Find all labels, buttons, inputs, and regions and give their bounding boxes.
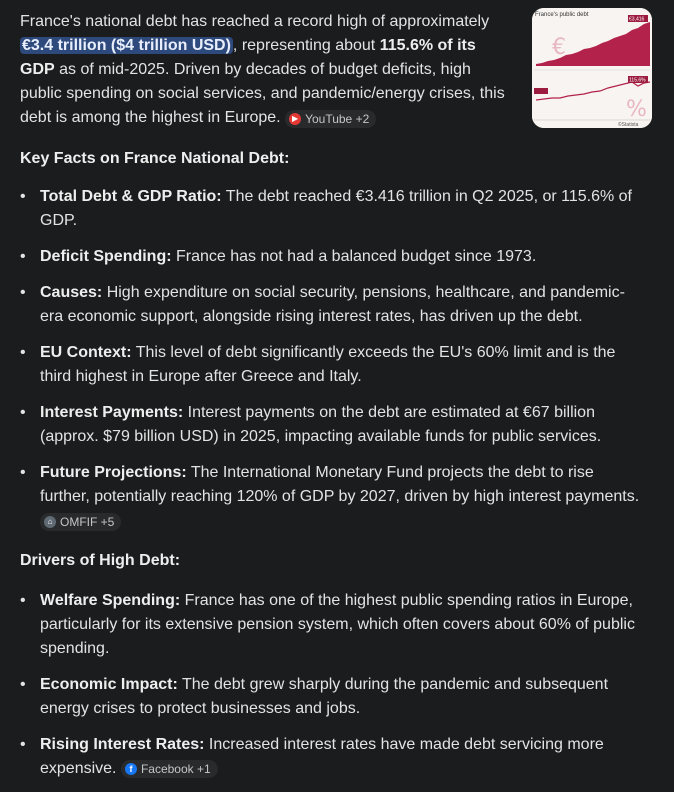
debt-highlight[interactable]: €3.4 trillion ($4 trillion USD): [22, 37, 231, 54]
thumb-title: France's public debt: [535, 12, 589, 18]
intro-text-after: as of mid-2025. Driven by decades of budget deficits, high public spending on social services, and pandemic/energy crises, this debt is among the highest in Europe.: [20, 61, 505, 126]
item-title: Economic Impact:: [40, 676, 178, 693]
list-item: [20, 185, 640, 233]
item-text: The debt grew sharply during the pandemic and subsequent energy crises to protect businesses and jobs.: [40, 676, 609, 717]
list-item: [20, 341, 640, 389]
youtube-source-chip[interactable]: [285, 110, 376, 128]
facebook-source-chip[interactable]: [121, 760, 218, 778]
item-title: Welfare Spending:: [40, 592, 181, 609]
thumb-watermark: ©Statista: [618, 122, 639, 128]
item-text: The International Monetary Fund projects the debt to rise further, potentially reaching 120% of GDP by 2027, driven by high interest payments.: [40, 464, 640, 505]
youtube-chip-label: YouTube +2: [305, 112, 370, 126]
item-title: Rising Interest Rates:: [40, 736, 205, 753]
item-title: Interest Payments:: [40, 404, 184, 421]
item-title: Causes:: [40, 284, 103, 301]
thumb-label-bottom: 115.6%: [629, 77, 646, 84]
key-facts-list: [20, 185, 640, 533]
item-text: France has not had a balanced budget since 1973.: [171, 248, 537, 265]
list-item: [20, 245, 640, 269]
omfif-source-chip[interactable]: [40, 513, 121, 531]
youtube-icon: ▶: [289, 113, 301, 125]
item-text: This level of debt significantly exceeds the EU's 60% limit and is the third highest in Europe after Greece and Italy.: [40, 344, 616, 385]
list-item: [20, 461, 640, 533]
omfif-chip-label: OMFIF +5: [60, 515, 115, 529]
intro-text-mid: , representing about: [232, 37, 380, 54]
gdp-ratio-bold: 115.6% of its GDP: [20, 37, 476, 78]
item-text: Increased interest rates have made debt servicing more expensive.: [40, 736, 604, 777]
euro-watermark-icon: €: [552, 35, 566, 60]
list-item: [20, 401, 640, 449]
list-item: [20, 733, 640, 781]
item-text: The debt reached €3.416 trillion in Q2 2025, or 115.6% of GDP.: [40, 188, 632, 229]
thumb-label-top: €3,416: [629, 16, 645, 23]
item-text: France has one of the highest public spending ratios in Europe, particularly for its extensive pension system, which often covers about 60% of public spending.: [40, 592, 635, 657]
intro-text-before: France's national debt has reached a record high of approximately: [20, 13, 490, 30]
facebook-chip-label: Facebook +1: [140, 762, 211, 776]
item-title: Future Projections:: [40, 464, 187, 481]
item-text: Interest payments on the debt are estimated at €67 billion (approx. $79 billion USD) in 2025, impacting available funds for public services.: [40, 404, 602, 445]
debt-chart-thumbnail[interactable]: [532, 8, 652, 128]
item-title: Total Debt & GDP Ratio:: [40, 188, 222, 205]
item-text: High expenditure on social security, pensions, healthcare, and pandemic-era economic support, alongside rising interest rates, has driven up the debt.: [40, 284, 625, 325]
list-item: [20, 673, 640, 721]
intro-paragraph: [20, 10, 510, 130]
facebook-icon: f: [125, 763, 137, 775]
debt-chart-image: [532, 8, 652, 128]
list-item: [20, 281, 640, 329]
percent-watermark-icon: %: [626, 97, 647, 122]
omfif-icon: ⌂: [44, 516, 56, 528]
list-item: [20, 589, 640, 661]
drivers-list: [20, 589, 640, 781]
item-title: EU Context:: [40, 344, 132, 361]
item-title: Deficit Spending:: [40, 248, 172, 265]
section1-heading: Key Facts on France National Debt:: [20, 150, 290, 167]
section2-heading: Drivers of High Debt:: [20, 552, 181, 569]
